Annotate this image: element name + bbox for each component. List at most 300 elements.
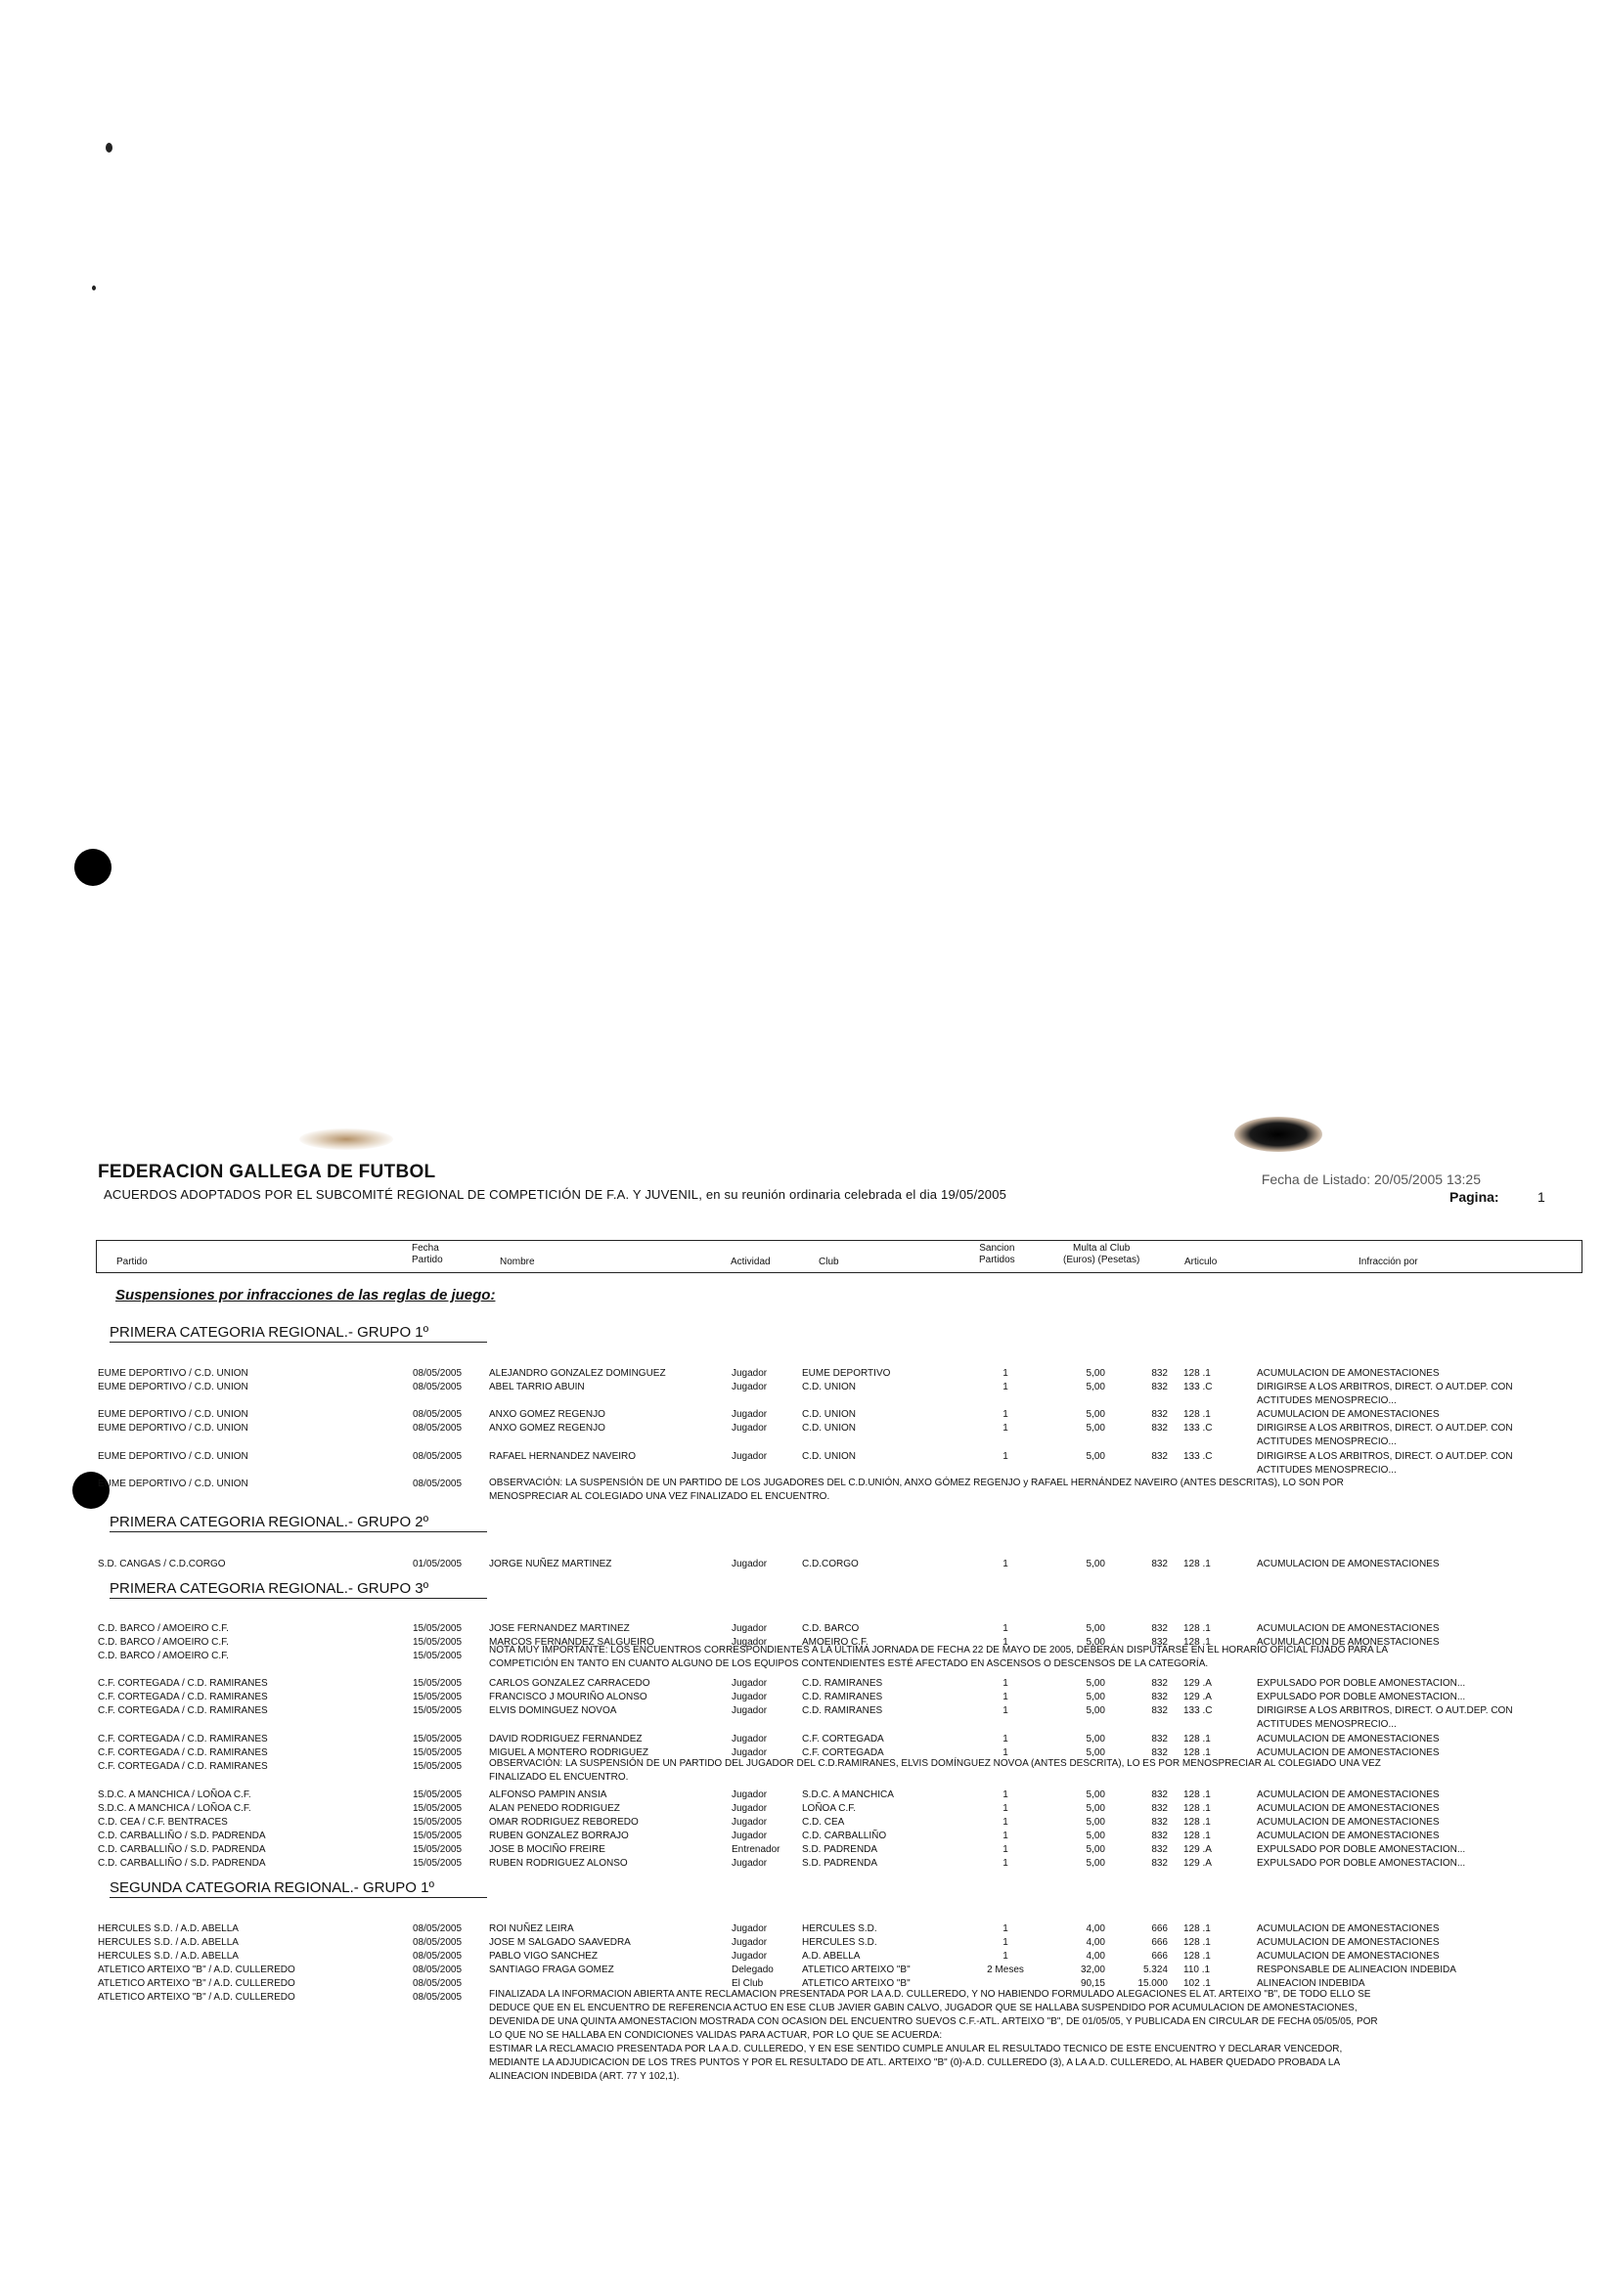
partido-cell: EUME DEPORTIVO / C.D. UNION <box>98 1423 248 1434</box>
club-cell: C.D. BARCO <box>802 1623 860 1634</box>
euros-cell: 5,00 <box>1086 1637 1105 1648</box>
pesetas-cell: 832 <box>1151 1789 1168 1800</box>
partido-cell: C.F. CORTEGADA / C.D. RAMIRANES <box>98 1692 268 1702</box>
fecha-cell: 15/05/2005 <box>413 1817 463 1828</box>
euros-cell: 5,00 <box>1086 1623 1105 1634</box>
fecha-cell: 15/05/2005 <box>413 1678 463 1689</box>
partido-cell: C.F. CORTEGADA / C.D. RAMIRANES <box>98 1734 268 1744</box>
fecha-cell: 15/05/2005 <box>413 1705 463 1716</box>
nombre-cell: JOSE M SALGADO SAAVEDRA <box>489 1937 631 1948</box>
euros-cell: 5,00 <box>1086 1844 1105 1855</box>
partido-cell: ATLETICO ARTEIXO "B" / A.D. CULLEREDO <box>98 1992 295 2003</box>
sancion-cell: 1 <box>1002 1559 1008 1569</box>
actividad-cell: Jugador <box>732 1789 768 1800</box>
euros-cell: 5,00 <box>1086 1368 1105 1379</box>
partido-cell: S.D.C. A MANCHICA / LOÑOA C.F. <box>98 1803 251 1814</box>
articulo-cell: 128 .1 <box>1183 1817 1211 1828</box>
table-row <box>98 1830 1584 1843</box>
partido-cell: C.D. CARBALLIÑO / S.D. PADRENDA <box>98 1831 266 1841</box>
list-date: Fecha de Listado: 20/05/2005 13:25 <box>1261 1171 1481 1187</box>
infraccion-cell: ACTITUDES MENOSPRECIO... <box>1257 1395 1397 1406</box>
fecha-cell: 08/05/2005 <box>413 1409 463 1420</box>
pesetas-cell: 832 <box>1151 1858 1168 1869</box>
infraccion-cell: ACUMULACION DE AMONESTACIONES <box>1257 1409 1440 1420</box>
actividad-cell: Jugador <box>732 1409 768 1420</box>
infraccion-cell: RESPONSABLE DE ALINEACION INDEBIDA <box>1257 1965 1456 1975</box>
infraccion-cell: EXPULSADO POR DOBLE AMONESTACION... <box>1257 1678 1466 1689</box>
col-header-club: Club <box>819 1257 839 1267</box>
actividad-cell: Jugador <box>732 1637 768 1648</box>
nombre-cell: ANXO GOMEZ REGENJO <box>489 1423 605 1434</box>
euros-cell: 5,00 <box>1086 1423 1105 1434</box>
sancion-cell: 1 <box>1002 1747 1008 1758</box>
table-row <box>98 1718 1584 1732</box>
actividad-cell: Jugador <box>732 1937 768 1948</box>
club-cell: HERCULES S.D. <box>802 1923 877 1934</box>
fecha-cell: 08/05/2005 <box>413 1937 463 1948</box>
actividad-cell: Jugador <box>732 1451 768 1462</box>
infraccion-cell: DIRIGIRSE A LOS ARBITROS, DIRECT. O AUT.DEP. CON <box>1257 1423 1513 1434</box>
partido-cell: EUME DEPORTIVO / C.D. UNION <box>98 1451 248 1462</box>
nombre-cell: ALAN PENEDO RODRIGUEZ <box>489 1803 620 1814</box>
table-row <box>98 1857 1584 1871</box>
partido-cell: S.D. CANGAS / C.D.CORGO <box>98 1559 226 1569</box>
actividad-cell: Jugador <box>732 1734 768 1744</box>
club-cell: ATLETICO ARTEIXO "B" <box>802 1978 911 1989</box>
nombre-cell: ABEL TARRIO ABUIN <box>489 1382 585 1392</box>
scan-speck <box>92 286 96 290</box>
group-underline <box>110 1897 487 1898</box>
fecha-cell: 01/05/2005 <box>413 1559 463 1569</box>
partido-cell: ATLETICO ARTEIXO "B" / A.D. CULLEREDO <box>98 1978 295 1989</box>
infraccion-cell: ACUMULACION DE AMONESTACIONES <box>1257 1747 1440 1758</box>
nombre-cell: ANXO GOMEZ REGENJO <box>489 1409 605 1420</box>
fecha-cell: 15/05/2005 <box>413 1844 463 1855</box>
partido-cell: EUME DEPORTIVO / C.D. UNION <box>98 1479 248 1489</box>
partido-cell: C.D. BARCO / AMOEIRO C.F. <box>98 1623 229 1634</box>
club-cell: S.D. PADRENDA <box>802 1858 878 1869</box>
pesetas-cell: 832 <box>1151 1637 1168 1648</box>
scan-speck <box>106 143 112 153</box>
actividad-cell: Jugador <box>732 1623 768 1634</box>
pesetas-cell: 15.000 <box>1137 1978 1168 1989</box>
pesetas-cell: 832 <box>1151 1382 1168 1392</box>
col-header-sancion: Sancion Partidos <box>979 1243 1015 1265</box>
infraccion-cell: ACUMULACION DE AMONESTACIONES <box>1257 1789 1440 1800</box>
infraccion-cell: ACUMULACION DE AMONESTACIONES <box>1257 1923 1440 1934</box>
infraccion-cell: DIRIGIRSE A LOS ARBITROS, DIRECT. O AUT.DEP. CON <box>1257 1451 1513 1462</box>
articulo-cell: 102 .1 <box>1183 1978 1211 1989</box>
sancion-cell: 1 <box>1002 1692 1008 1702</box>
euros-cell: 4,00 <box>1086 1923 1105 1934</box>
note-union: OBSERVACIÓN: LA SUSPENSIÓN DE UN PARTIDO DE LOS JUGADORES DEL C.D.UNIÓN, ANXO GÓMEZ REGENJO y RAFAEL HERNÁNDEZ NAVEIRO (ANTES DESCRITAS), LO SON POR MENOSPRECIAR AL COLEGIADO UNA VEZ FINALIZADO EL ENCUENTRO. <box>489 1478 1344 1502</box>
table-row <box>98 1622 1584 1636</box>
infraccion-cell: ACUMULACION DE AMONESTACIONES <box>1257 1623 1440 1634</box>
infraccion-cell: ACUMULACION DE AMONESTACIONES <box>1257 1559 1440 1569</box>
articulo-cell: 128 .1 <box>1183 1623 1211 1634</box>
partido-cell: C.D. CARBALLIÑO / S.D. PADRENDA <box>98 1858 266 1869</box>
actividad-cell: Jugador <box>732 1747 768 1758</box>
nombre-cell: CARLOS GONZALEZ CARRACEDO <box>489 1678 650 1689</box>
sancion-cell: 1 <box>1002 1789 1008 1800</box>
articulo-cell: 133 .C <box>1183 1705 1213 1716</box>
partido-cell: HERCULES S.D. / A.D. ABELLA <box>98 1937 239 1948</box>
group-heading: PRIMERA CATEGORIA REGIONAL.- GRUPO 2º <box>110 1514 429 1530</box>
pesetas-cell: 666 <box>1151 1923 1168 1934</box>
nombre-cell: SANTIAGO FRAGA GOMEZ <box>489 1965 614 1975</box>
club-cell: ATLETICO ARTEIXO "B" <box>802 1965 911 1975</box>
euros-cell: 5,00 <box>1086 1382 1105 1392</box>
nombre-cell: OMAR RODRIGUEZ REBOREDO <box>489 1817 639 1828</box>
infraccion-cell: ACTITUDES MENOSPRECIO... <box>1257 1436 1397 1447</box>
table-row <box>98 1802 1584 1816</box>
infraccion-cell: ACUMULACION DE AMONESTACIONES <box>1257 1368 1440 1379</box>
table-row <box>98 1450 1584 1464</box>
col-header-actividad: Actividad <box>731 1257 771 1267</box>
nombre-cell: RUBEN GONZALEZ BORRAJO <box>489 1831 629 1841</box>
articulo-cell: 128 .1 <box>1183 1409 1211 1420</box>
partido-cell: C.D. BARCO / AMOEIRO C.F. <box>98 1637 229 1648</box>
infraccion-cell: ALINEACION INDEBIDA <box>1257 1978 1365 1989</box>
sancion-cell: 1 <box>1002 1705 1008 1716</box>
partido-cell: HERCULES S.D. / A.D. ABELLA <box>98 1923 239 1934</box>
infraccion-cell: ACTITUDES MENOSPRECIO... <box>1257 1719 1397 1730</box>
articulo-cell: 133 .C <box>1183 1451 1213 1462</box>
partido-cell: C.D. CEA / C.F. BENTRACES <box>98 1817 228 1828</box>
actividad-cell: Jugador <box>732 1923 768 1934</box>
euros-cell: 4,00 <box>1086 1937 1105 1948</box>
nombre-cell: DAVID RODRIGUEZ FERNANDEZ <box>489 1734 643 1744</box>
euros-cell: 32,00 <box>1080 1965 1105 1975</box>
table-row <box>98 1677 1584 1691</box>
sancion-cell: 2 Meses <box>987 1965 1024 1975</box>
sancion-cell: 1 <box>1002 1951 1008 1962</box>
note-important: NOTA MUY IMPORTANTE: LOS ENCUENTROS CORRESPONDIENTES A LA ÚLTIMA JORNADA DE FECHA 22 DE MAYO DE 2005, DEBERÁN DISPUTARSE EN EL HORARIO OFICIAL FIJADO PARA LA COMPETICIÓN EN TANTO EN CUANTO ALGUNO DE LOS EQUIPOS CONTENDIENTES ESTÉ AFECTADO EN ASCENSOS O DESCENSOS DE LA CATEGORÍA. <box>489 1645 1389 1669</box>
pesetas-cell: 832 <box>1151 1734 1168 1744</box>
sancion-cell: 1 <box>1002 1831 1008 1841</box>
partido-cell: C.D. CARBALLIÑO / S.D. PADRENDA <box>98 1844 266 1855</box>
euros-cell: 5,00 <box>1086 1789 1105 1800</box>
partido-cell: ATLETICO ARTEIXO "B" / A.D. CULLEREDO <box>98 1965 295 1975</box>
articulo-cell: 128 .1 <box>1183 1831 1211 1841</box>
actividad-cell: Jugador <box>732 1951 768 1962</box>
articulo-cell: 128 .1 <box>1183 1637 1211 1648</box>
infraccion-cell: DIRIGIRSE A LOS ARBITROS, DIRECT. O AUT.DEP. CON <box>1257 1705 1513 1716</box>
club-cell: LOÑOA C.F. <box>802 1803 857 1814</box>
articulo-cell: 128 .1 <box>1183 1789 1211 1800</box>
partido-cell: EUME DEPORTIVO / C.D. UNION <box>98 1368 248 1379</box>
euros-cell: 5,00 <box>1086 1803 1105 1814</box>
sancion-cell: 1 <box>1002 1451 1008 1462</box>
articulo-cell: 129 .A <box>1183 1858 1212 1869</box>
fecha-cell: 15/05/2005 <box>413 1747 463 1758</box>
articulo-cell: 129 .A <box>1183 1844 1212 1855</box>
sancion-cell: 1 <box>1002 1734 1008 1744</box>
table-row <box>98 1408 1584 1422</box>
table-row <box>98 1558 1584 1571</box>
table-row <box>98 1816 1584 1830</box>
actividad-cell: Jugador <box>732 1705 768 1716</box>
group-underline <box>110 1598 487 1599</box>
partido-cell: HERCULES S.D. / A.D. ABELLA <box>98 1951 239 1962</box>
actividad-cell: Jugador <box>732 1817 768 1828</box>
note-culleredo: FINALIZADA LA INFORMACION ABIERTA ANTE RECLAMACION PRESENTADA POR LA A.D. CULLEREDO, Y NO HABIENDO FORMULADO ALEGACIONES EL AT. ARTEIXO "B", DE TODO ELLO SE DEDUCE QUE EN EL ENCUENTRO DE REFERENCIA ACTUO EN ESE CLUB JAVIER GABIN CALVO, JUGADOR QUE SE HALLABA SUSPENDIDO POR ACUMULACION DE AMONESTACIONES, DEVENIDA DE UNA QUINTA AMONESTACION MOSTRADA CON OCASION DEL ENCUENTRO SUEVOS C.F.-ATL. ARTEIXO "B", DE 01/05/05, Y PUBLICADA EN CIRCULAR DE FECHA 05/05/05, POR LO QUE NO SE HALLABA EN CONDICIONES VALIDAS PARA ACTUAR, POR LO QUE SE ACUERDA: ESTIMAR LA RECLAMACIO PRESENTADA POR LA A.D. CULLEREDO, Y EN ESE SENTIDO CUMPLE ANULAR EL RESULTADO TECNICO DE ESTE ENCUENTRO Y DECLARAR VENCEDOR, MEDIANTE LA ADJUDICACION DE LOS TRES PUNTOS Y POR EL RESULTADO DE ATL. ARTEIXO "B" (0)-A.D. CULLEREDO (3), A LA A.D. CULLEREDO, AL HABER QUEDADO PROBADA LA ALINEACION INDEBIDA (ART. 77 Y 102,1). <box>489 1989 1378 2082</box>
column-header-box <box>96 1240 1582 1273</box>
infraccion-cell: ACUMULACION DE AMONESTACIONES <box>1257 1831 1440 1841</box>
fecha-cell: 08/05/2005 <box>413 1479 463 1489</box>
infraccion-cell: EXPULSADO POR DOBLE AMONESTACION... <box>1257 1692 1466 1702</box>
table-row <box>98 1704 1584 1718</box>
table-row <box>98 1922 1584 1936</box>
col-header-infraccion: Infracción por <box>1359 1257 1418 1267</box>
group-heading: PRIMERA CATEGORIA REGIONAL.- GRUPO 3º <box>110 1580 429 1597</box>
fecha-cell: 08/05/2005 <box>413 1382 463 1392</box>
club-cell: C.D. RAMIRANES <box>802 1678 883 1689</box>
page-label: Pagina: <box>1449 1189 1499 1205</box>
articulo-cell: 128 .1 <box>1183 1951 1211 1962</box>
section-title: Suspensiones por infracciones de las reglas de juego: <box>115 1287 496 1303</box>
actividad-cell: Jugador <box>732 1423 768 1434</box>
fecha-cell: 08/05/2005 <box>413 1368 463 1379</box>
club-cell: C.D. RAMIRANES <box>802 1705 883 1716</box>
partido-cell: C.D. BARCO / AMOEIRO C.F. <box>98 1651 229 1661</box>
table-row <box>98 1733 1584 1746</box>
group-underline <box>110 1342 487 1343</box>
pesetas-cell: 666 <box>1151 1937 1168 1948</box>
pesetas-cell: 832 <box>1151 1368 1168 1379</box>
nombre-cell: ALEJANDRO GONZALEZ DOMINGUEZ <box>489 1368 666 1379</box>
infraccion-cell: ACUMULACION DE AMONESTACIONES <box>1257 1817 1440 1828</box>
fecha-cell: 08/05/2005 <box>413 1965 463 1975</box>
pesetas-cell: 832 <box>1151 1831 1168 1841</box>
table-row <box>98 1950 1584 1964</box>
document-subtitle: ACUERDOS ADOPTADOS POR EL SUBCOMITÉ REGIONAL DE COMPETICIÓN DE F.A. Y JUVENIL, en su reunión ordinaria celebrada el dia 19/05/2005 <box>104 1187 1007 1202</box>
sancion-cell: 1 <box>1002 1844 1008 1855</box>
nombre-cell: FRANCISCO J MOURIÑO ALONSO <box>489 1692 647 1702</box>
sancion-cell: 1 <box>1002 1623 1008 1634</box>
club-cell: EUME DEPORTIVO <box>802 1368 891 1379</box>
club-cell: C.D. UNION <box>802 1423 856 1434</box>
table-row <box>98 1691 1584 1704</box>
articulo-cell: 128 .1 <box>1183 1803 1211 1814</box>
euros-cell: 5,00 <box>1086 1705 1105 1716</box>
sancion-cell: 1 <box>1002 1368 1008 1379</box>
actividad-cell: Jugador <box>732 1678 768 1689</box>
euros-cell: 5,00 <box>1086 1692 1105 1702</box>
sancion-cell: 1 <box>1002 1423 1008 1434</box>
group-heading: PRIMERA CATEGORIA REGIONAL.- GRUPO 1º <box>110 1324 429 1341</box>
pesetas-cell: 832 <box>1151 1423 1168 1434</box>
euros-cell: 5,00 <box>1086 1451 1105 1462</box>
club-cell: C.F. CORTEGADA <box>802 1734 884 1744</box>
euros-cell: 5,00 <box>1086 1831 1105 1841</box>
nombre-cell: MIGUEL A MONTERO RODRIGUEZ <box>489 1747 648 1758</box>
col-header-partido: Partido <box>116 1257 148 1267</box>
club-cell: S.D. PADRENDA <box>802 1844 878 1855</box>
table-row <box>98 1464 1584 1478</box>
sancion-cell: 1 <box>1002 1409 1008 1420</box>
actividad-cell: Jugador <box>732 1559 768 1569</box>
articulo-cell: 110 .1 <box>1183 1965 1211 1975</box>
infraccion-cell: ACUMULACION DE AMONESTACIONES <box>1257 1734 1440 1744</box>
euros-cell: 5,00 <box>1086 1559 1105 1569</box>
nombre-cell: RAFAEL HERNANDEZ NAVEIRO <box>489 1451 637 1462</box>
fecha-cell: 08/05/2005 <box>413 1992 463 2003</box>
infraccion-cell: ACUMULACION DE AMONESTACIONES <box>1257 1937 1440 1948</box>
table-row <box>98 1394 1584 1408</box>
fecha-cell: 15/05/2005 <box>413 1803 463 1814</box>
articulo-cell: 128 .1 <box>1183 1559 1211 1569</box>
articulo-cell: 128 .1 <box>1183 1368 1211 1379</box>
club-cell: C.D. UNION <box>802 1451 856 1462</box>
group-heading: SEGUNDA CATEGORIA REGIONAL.- GRUPO 1º <box>110 1879 434 1896</box>
actividad-cell: Jugador <box>732 1803 768 1814</box>
infraccion-cell: ACTITUDES MENOSPRECIO... <box>1257 1465 1397 1476</box>
euros-cell: 90,15 <box>1080 1978 1105 1989</box>
actividad-cell: Jugador <box>732 1858 768 1869</box>
nombre-cell: ROI NUÑEZ LEIRA <box>489 1923 574 1934</box>
pesetas-cell: 5.324 <box>1142 1965 1168 1975</box>
club-cell: C.D. RAMIRANES <box>802 1692 883 1702</box>
euros-cell: 5,00 <box>1086 1409 1105 1420</box>
note-ramiranes: OBSERVACIÓN: LA SUSPENSIÓN DE UN PARTIDO DEL JUGADOR DEL C.D.RAMIRANES, ELVIS DOMÍNGUEZ NOVOA (ANTES DESCRITA), LO ES POR MENOSPRECIAR AL COLEGIADO UNA VEZ FINALIZADO EL ENCUENTRO. <box>489 1758 1381 1783</box>
club-cell: C.D. UNION <box>802 1409 856 1420</box>
punch-hole <box>74 849 111 886</box>
table-row <box>98 1964 1584 1977</box>
euros-cell: 4,00 <box>1086 1951 1105 1962</box>
partido-cell: C.F. CORTEGADA / C.D. RAMIRANES <box>98 1761 268 1772</box>
table-row <box>98 1936 1584 1950</box>
pesetas-cell: 832 <box>1151 1705 1168 1716</box>
euros-cell: 5,00 <box>1086 1858 1105 1869</box>
fecha-cell: 15/05/2005 <box>413 1789 463 1800</box>
club-cell: C.D. CARBALLIÑO <box>802 1831 887 1841</box>
nombre-cell: JOSE FERNANDEZ MARTINEZ <box>489 1623 630 1634</box>
table-row <box>98 1422 1584 1435</box>
fecha-cell: 15/05/2005 <box>413 1637 463 1648</box>
articulo-cell: 133 .C <box>1183 1382 1213 1392</box>
club-cell: A.D. ABELLA <box>802 1951 861 1962</box>
col-header-multa: Multa al Club (Euros) (Pesetas) <box>1063 1243 1140 1265</box>
fecha-cell: 08/05/2005 <box>413 1423 463 1434</box>
club-cell: AMOEIRO C.F. <box>802 1637 869 1648</box>
pesetas-cell: 832 <box>1151 1623 1168 1634</box>
group-underline <box>110 1531 487 1532</box>
pesetas-cell: 832 <box>1151 1692 1168 1702</box>
articulo-cell: 128 .1 <box>1183 1937 1211 1948</box>
fecha-cell: 15/05/2005 <box>413 1734 463 1744</box>
club-cell: C.D.CORGO <box>802 1559 859 1569</box>
actividad-cell: Jugador <box>732 1368 768 1379</box>
partido-cell: EUME DEPORTIVO / C.D. UNION <box>98 1409 248 1420</box>
table-row <box>98 1843 1584 1857</box>
club-cell: S.D.C. A MANCHICA <box>802 1789 894 1800</box>
fecha-cell: 15/05/2005 <box>413 1761 463 1772</box>
nombre-cell: JOSE B MOCIÑO FREIRE <box>489 1844 605 1855</box>
sancion-cell: 1 <box>1002 1382 1008 1392</box>
club-cell: C.D. UNION <box>802 1382 856 1392</box>
pesetas-cell: 832 <box>1151 1559 1168 1569</box>
articulo-cell: 128 .1 <box>1183 1747 1211 1758</box>
fecha-cell: 15/05/2005 <box>413 1858 463 1869</box>
actividad-cell: Jugador <box>732 1692 768 1702</box>
articulo-cell: 129 .A <box>1183 1692 1212 1702</box>
actividad-cell: Delegado <box>732 1965 774 1975</box>
partido-cell: C.F. CORTEGADA / C.D. RAMIRANES <box>98 1747 268 1758</box>
fecha-cell: 08/05/2005 <box>413 1978 463 1989</box>
euros-cell: 5,00 <box>1086 1678 1105 1689</box>
nombre-cell: MARCOS FERNANDEZ SALGUEIRO <box>489 1637 654 1648</box>
actividad-cell: Entrenador <box>732 1844 780 1855</box>
club-cell: C.F. CORTEGADA <box>802 1747 884 1758</box>
articulo-cell: 128 .1 <box>1183 1923 1211 1934</box>
fecha-cell: 08/05/2005 <box>413 1951 463 1962</box>
infraccion-cell: EXPULSADO POR DOBLE AMONESTACION... <box>1257 1844 1466 1855</box>
partido-cell: C.F. CORTEGADA / C.D. RAMIRANES <box>98 1678 268 1689</box>
fecha-cell: 15/05/2005 <box>413 1831 463 1841</box>
sancion-cell: 1 <box>1002 1858 1008 1869</box>
nombre-cell: ELVIS DOMINGUEZ NOVOA <box>489 1705 617 1716</box>
sancion-cell: 1 <box>1002 1937 1008 1948</box>
actividad-cell: El Club <box>732 1978 764 1989</box>
scan-smudge <box>1234 1117 1322 1152</box>
sancion-cell: 1 <box>1002 1923 1008 1934</box>
infraccion-cell: ACUMULACION DE AMONESTACIONES <box>1257 1803 1440 1814</box>
col-header-fecha: Fecha Partido <box>412 1243 443 1265</box>
col-header-articulo: Articulo <box>1184 1257 1218 1267</box>
nombre-cell: ALFONSO PAMPIN ANSIA <box>489 1789 607 1800</box>
infraccion-cell: ACUMULACION DE AMONESTACIONES <box>1257 1637 1440 1648</box>
actividad-cell: Jugador <box>732 1382 768 1392</box>
pesetas-cell: 832 <box>1151 1451 1168 1462</box>
pesetas-cell: 832 <box>1151 1817 1168 1828</box>
page-number: 1 <box>1537 1189 1545 1205</box>
club-cell: HERCULES S.D. <box>802 1937 877 1948</box>
table-row <box>98 1367 1584 1381</box>
pesetas-cell: 832 <box>1151 1678 1168 1689</box>
fecha-cell: 15/05/2005 <box>413 1623 463 1634</box>
euros-cell: 5,00 <box>1086 1747 1105 1758</box>
euros-cell: 5,00 <box>1086 1817 1105 1828</box>
sancion-cell: 1 <box>1002 1803 1008 1814</box>
articulo-cell: 133 .C <box>1183 1423 1213 1434</box>
pesetas-cell: 666 <box>1151 1951 1168 1962</box>
table-row <box>98 1381 1584 1394</box>
infraccion-cell: EXPULSADO POR DOBLE AMONESTACION... <box>1257 1858 1466 1869</box>
scan-smudge <box>299 1128 393 1150</box>
nombre-cell: RUBEN RODRIGUEZ ALONSO <box>489 1858 628 1869</box>
articulo-cell: 129 .A <box>1183 1678 1212 1689</box>
fecha-cell: 08/05/2005 <box>413 1451 463 1462</box>
table-row <box>98 1788 1584 1802</box>
table-row <box>98 1435 1584 1449</box>
col-header-nombre: Nombre <box>500 1257 535 1267</box>
sancion-cell: 1 <box>1002 1817 1008 1828</box>
nombre-cell: JORGE NUÑEZ MARTINEZ <box>489 1559 612 1569</box>
articulo-cell: 128 .1 <box>1183 1734 1211 1744</box>
fecha-cell: 15/05/2005 <box>413 1692 463 1702</box>
sancion-cell: 1 <box>1002 1637 1008 1648</box>
partido-cell: EUME DEPORTIVO / C.D. UNION <box>98 1382 248 1392</box>
pesetas-cell: 832 <box>1151 1409 1168 1420</box>
partido-cell: S.D.C. A MANCHICA / LOÑOA C.F. <box>98 1789 251 1800</box>
infraccion-cell: ACUMULACION DE AMONESTACIONES <box>1257 1951 1440 1962</box>
fecha-cell: 08/05/2005 <box>413 1923 463 1934</box>
club-cell: C.D. CEA <box>802 1817 845 1828</box>
fecha-cell: 15/05/2005 <box>413 1651 463 1661</box>
euros-cell: 5,00 <box>1086 1734 1105 1744</box>
pesetas-cell: 832 <box>1151 1844 1168 1855</box>
